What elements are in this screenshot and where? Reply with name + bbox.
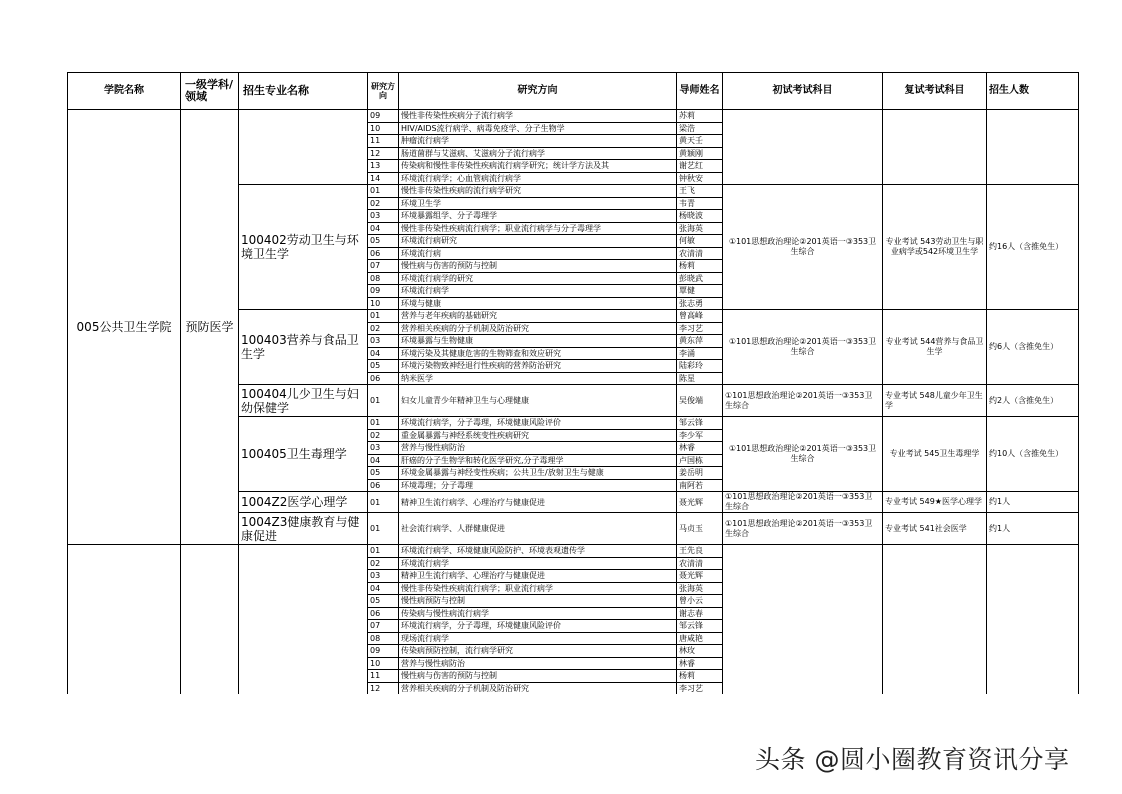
- advisor-name: 杨莉: [677, 260, 723, 273]
- advisor-name: 覃健: [677, 285, 723, 298]
- direction-code: 06: [368, 247, 399, 260]
- direction-code: 03: [368, 442, 399, 455]
- initial-exam-cell: ①101思想政治理论②201英语一③353卫生综合: [723, 385, 883, 417]
- direction-code: 06: [368, 607, 399, 620]
- advisor-name: 林玫: [677, 645, 723, 658]
- table-row: [68, 110, 1079, 123]
- direction-code: 05: [368, 595, 399, 608]
- direction-code: 01: [368, 545, 399, 558]
- header-dept: 学院名称: [68, 73, 181, 110]
- direction-text: 传染病预防控制，流行病学研究: [399, 645, 677, 658]
- advisor-name: 张海英: [677, 222, 723, 235]
- direction-text: 现场流行病学: [399, 632, 677, 645]
- direction-text: 营养与慢性病防治: [399, 657, 677, 670]
- header-retest-exam: 复试考试科目: [883, 73, 987, 110]
- direction-code: 08: [368, 272, 399, 285]
- advisor-name: 黄颖刚: [677, 147, 723, 160]
- direction-text: 重金属暴露与神经系统变性疾病研究: [399, 429, 677, 442]
- advisor-name: 黄天壬: [677, 135, 723, 148]
- major-cell: 100404儿少卫生与妇幼保健学: [239, 385, 368, 417]
- initial-exam-cell: [723, 545, 883, 695]
- direction-text: 环境卫生学: [399, 197, 677, 210]
- direction-code: 14: [368, 172, 399, 185]
- quota-cell: 约1人: [987, 492, 1079, 513]
- direction-code: 12: [368, 147, 399, 160]
- direction-code: 05: [368, 467, 399, 480]
- direction-text: 环境流行病学的研究: [399, 272, 677, 285]
- direction-code: 06: [368, 479, 399, 492]
- initial-exam-cell: ①101思想政治理论②201英语一③353卫生综合: [723, 513, 883, 545]
- advisor-name: 张志勇: [677, 297, 723, 310]
- advisor-name: 杨莉: [677, 670, 723, 683]
- advisor-name: 梁浩: [677, 122, 723, 135]
- major-cell: 100402劳动卫生与环境卫生学: [239, 185, 368, 310]
- direction-text: 环境流行病学: [399, 285, 677, 298]
- direction-code: 03: [368, 570, 399, 583]
- advisor-name: 张海英: [677, 582, 723, 595]
- advisor-name: 李习艺: [677, 682, 723, 694]
- direction-text: 肠道菌群与艾滋病、艾滋病分子流行病学: [399, 147, 677, 160]
- direction-code: 07: [368, 620, 399, 633]
- retest-exam-cell: [883, 545, 987, 695]
- quota-cell: 约10人（含推免生）: [987, 417, 1079, 492]
- advisor-name: 林睿: [677, 442, 723, 455]
- advisor-name: 苏莉: [677, 110, 723, 123]
- direction-code: 11: [368, 135, 399, 148]
- direction-text: 慢性非传染性疾病的流行病学研究: [399, 185, 677, 198]
- initial-exam-cell: ①101思想政治理论②201英语一③353卫生综合: [723, 492, 883, 513]
- header-quota: 招生人数: [987, 73, 1079, 110]
- retest-exam-cell: 专业考试 544营养与食品卫生学: [883, 310, 987, 385]
- direction-code: 13: [368, 160, 399, 173]
- quota-cell: 约2人（含推免生）: [987, 385, 1079, 417]
- direction-text: 环境毒理；分子毒理: [399, 479, 677, 492]
- direction-code: 05: [368, 235, 399, 248]
- direction-text: 慢性非传染性疾病分子流行病学: [399, 110, 677, 123]
- direction-code: 02: [368, 197, 399, 210]
- direction-code: 01: [368, 310, 399, 323]
- direction-code: 01: [368, 417, 399, 430]
- direction-text: 社会流行病学、人群健康促进: [399, 513, 677, 545]
- direction-code: 02: [368, 322, 399, 335]
- direction-code: 03: [368, 210, 399, 223]
- direction-text: 环境与健康: [399, 297, 677, 310]
- advisor-name: 姜岳明: [677, 467, 723, 480]
- advisor-name: 杨晓波: [677, 210, 723, 223]
- major-cell: 100405卫生毒理学: [239, 417, 368, 492]
- direction-code: 10: [368, 122, 399, 135]
- quota-cell: 约16人（含推免生）: [987, 185, 1079, 310]
- direction-text: 纳米医学: [399, 372, 677, 385]
- advisor-name: 曾小云: [677, 595, 723, 608]
- advisor-name: 聂光辉: [677, 570, 723, 583]
- direction-text: 环境流行病学: [399, 557, 677, 570]
- direction-text: 慢性非传染性疾病流行病学；职业流行病学: [399, 582, 677, 595]
- discipline-cell-cont: [181, 545, 239, 695]
- direction-text: 慢性非传染性疾病流行病学；职业流行病学与分子毒理学: [399, 222, 677, 235]
- quota-cell: [987, 110, 1079, 185]
- direction-text: 精神卫生流行病学、心理治疗与健康促进: [399, 492, 677, 513]
- direction-text: HIV/AIDS流行病学、病毒免疫学、分子生物学: [399, 122, 677, 135]
- advisor-name: 钟秋安: [677, 172, 723, 185]
- direction-text: 环境污染及其健康危害的生物筛查和效应研究: [399, 347, 677, 360]
- header-code: 研究方向: [368, 73, 399, 110]
- initial-exam-cell: [723, 110, 883, 185]
- direction-code: 12: [368, 682, 399, 694]
- header-advisor: 导师姓名: [677, 73, 723, 110]
- major-cell: 1004Z3健康教育与健康促进: [239, 513, 368, 545]
- direction-code: 01: [368, 385, 399, 417]
- header-row: [68, 73, 1079, 110]
- advisor-name: 王先良: [677, 545, 723, 558]
- direction-code: 10: [368, 657, 399, 670]
- major-cell: 1004Z2医学心理学: [239, 492, 368, 513]
- direction-text: 环境流行病学，分子毒理，环境健康风险评价: [399, 417, 677, 430]
- direction-text: 环境流行病学、环境健康风险防护、环境表观遗传学: [399, 545, 677, 558]
- retest-exam-cell: [883, 110, 987, 185]
- retest-exam-cell: 专业考试 541社会医学: [883, 513, 987, 545]
- table-body: [68, 110, 1079, 695]
- direction-text: 精神卫生流行病学、心理治疗与健康促进: [399, 570, 677, 583]
- initial-exam-cell: ①101思想政治理论②201英语一③353卫生综合: [723, 185, 883, 310]
- direction-code: 09: [368, 285, 399, 298]
- advisor-name: 曾高峰: [677, 310, 723, 323]
- advisor-name: 王飞: [677, 185, 723, 198]
- initial-exam-cell: ①101思想政治理论②201英语一③353卫生综合: [723, 310, 883, 385]
- discipline-cell: 预防医学: [181, 110, 239, 545]
- direction-text: 肿瘤流行病学: [399, 135, 677, 148]
- direction-code: 01: [368, 492, 399, 513]
- advisor-name: 马贞玉: [677, 513, 723, 545]
- direction-code: 08: [368, 632, 399, 645]
- direction-text: 慢性病与伤害的预防与控制: [399, 670, 677, 683]
- direction-text: 环境金属暴露与神经变性疾病；公共卫生/放射卫生与健康: [399, 467, 677, 480]
- retest-exam-cell: 专业考试 543劳动卫生与职业病学或542环境卫生学: [883, 185, 987, 310]
- major-cell: 100403营养与食品卫生学: [239, 310, 368, 385]
- dept-name-cell: 005公共卫生学院: [68, 110, 181, 545]
- direction-code: 04: [368, 582, 399, 595]
- advisor-name: 南阿若: [677, 479, 723, 492]
- quota-cell: 约1人: [987, 513, 1079, 545]
- direction-text: 慢性病预防与控制: [399, 595, 677, 608]
- direction-text: 传染病与慢性病流行病学: [399, 607, 677, 620]
- direction-text: 肝癌的分子生物学和转化医学研究,分子毒理学: [399, 454, 677, 467]
- advisor-name: 陆彩玲: [677, 360, 723, 373]
- advisor-name: 李少军: [677, 429, 723, 442]
- advisor-name: 吴俊端: [677, 385, 723, 417]
- header-major: 招生专业名称: [239, 73, 368, 110]
- direction-code: 03: [368, 335, 399, 348]
- direction-text: 环境流行病学；心血管病流行病学: [399, 172, 677, 185]
- advisor-name: 李习艺: [677, 322, 723, 335]
- advisor-name: 何敏: [677, 235, 723, 248]
- direction-code: 02: [368, 557, 399, 570]
- direction-code: 07: [368, 260, 399, 273]
- advisor-name: 农清清: [677, 247, 723, 260]
- advisor-name: 农清清: [677, 557, 723, 570]
- enrollment-table: [67, 72, 1079, 694]
- advisor-name: 邹云锋: [677, 620, 723, 633]
- direction-code: 09: [368, 110, 399, 123]
- direction-text: 传染病和慢性非传染性疾病流行病学研究；统计学方法及其: [399, 160, 677, 173]
- advisor-name: 彭晓武: [677, 272, 723, 285]
- advisor-name: 韦青: [677, 197, 723, 210]
- direction-text: 营养相关疾病的分子机制及防治研究: [399, 682, 677, 694]
- direction-code: 05: [368, 360, 399, 373]
- header-initial-exam: 初试考试科目: [723, 73, 883, 110]
- direction-code: 09: [368, 645, 399, 658]
- initial-exam-cell: ①101思想政治理论②201英语一③353卫生综合: [723, 417, 883, 492]
- advisor-name: 卢国栋: [677, 454, 723, 467]
- direction-text: 环境污染物致神经退行性疾病的营养防治研究: [399, 360, 677, 373]
- header-direction: 研究方向: [399, 73, 677, 110]
- advisor-name: 黄东萍: [677, 335, 723, 348]
- advisor-name: 谢艺红: [677, 160, 723, 173]
- direction-code: 11: [368, 670, 399, 683]
- direction-text: 环境暴露组学、分子毒理学: [399, 210, 677, 223]
- direction-code: 04: [368, 454, 399, 467]
- retest-exam-cell: 专业考试 549★医学心理学: [883, 492, 987, 513]
- dept-name-cell-cont: [68, 545, 181, 695]
- advisor-name: 聂光辉: [677, 492, 723, 513]
- quota-cell: [987, 545, 1079, 695]
- major-cell: [239, 545, 368, 695]
- advisor-name: 李涌: [677, 347, 723, 360]
- direction-code: 04: [368, 222, 399, 235]
- direction-text: 环境流行病: [399, 247, 677, 260]
- advisor-name: 谢志春: [677, 607, 723, 620]
- direction-text: 环境暴露与生物健康: [399, 335, 677, 348]
- direction-text: 环境流行病研究: [399, 235, 677, 248]
- retest-exam-cell: 专业考试 548儿童少年卫生学: [883, 385, 987, 417]
- advisor-name: 邹云锋: [677, 417, 723, 430]
- direction-code: 02: [368, 429, 399, 442]
- direction-text: 营养与老年疾病的基础研究: [399, 310, 677, 323]
- advisor-name: 唐咸艳: [677, 632, 723, 645]
- watermark: 头条 @圆小圈教育资讯分享: [755, 745, 1070, 774]
- header-discipline: 一级学科/领域: [181, 73, 239, 110]
- retest-exam-cell: 专业考试 545卫生毒理学: [883, 417, 987, 492]
- direction-code: 06: [368, 372, 399, 385]
- direction-text: 妇女儿童青少年精神卫生与心理健康: [399, 385, 677, 417]
- direction-text: 营养相关疾病的分子机制及防治研究: [399, 322, 677, 335]
- direction-text: 营养与慢性病防治: [399, 442, 677, 455]
- direction-code: 01: [368, 185, 399, 198]
- direction-code: 01: [368, 513, 399, 545]
- advisor-name: 林睿: [677, 657, 723, 670]
- major-cell: [239, 110, 368, 185]
- direction-code: 04: [368, 347, 399, 360]
- quota-cell: 约6人（含推免生）: [987, 310, 1079, 385]
- advisor-name: 陈星: [677, 372, 723, 385]
- direction-code: 10: [368, 297, 399, 310]
- direction-text: 慢性病与伤害的预防与控制: [399, 260, 677, 273]
- direction-text: 环境流行病学，分子毒理，环境健康风险评价: [399, 620, 677, 633]
- table-row: [68, 545, 1079, 558]
